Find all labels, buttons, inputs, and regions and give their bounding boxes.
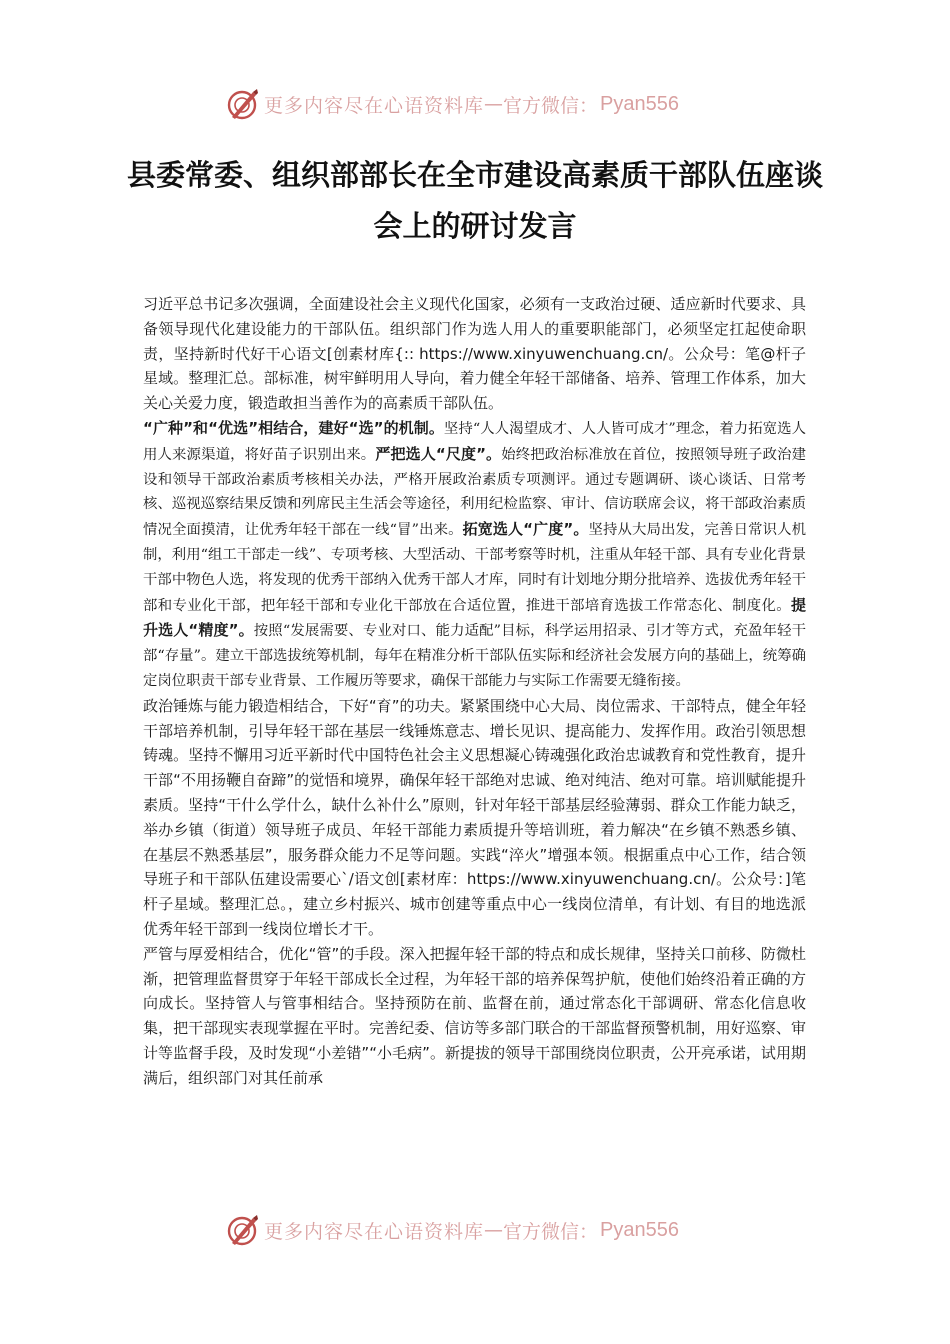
section-1-subheading-1: 严把选人“尺度”。 [375,444,502,463]
document-body [143,292,806,1091]
pen-logo-icon [226,1213,260,1247]
banner-text: 更多内容尽在心语资料库 [264,1220,485,1243]
footer-banner[interactable] [226,1210,679,1250]
pen-logo-icon [226,87,260,121]
intro-paragraph: 习近平总书记多次强调，全面建设社会主义现代化国家，必须有一支政治过硬、适应新时代要求、具备领导现代化建设能力的干部队伍。组织部门作为选人用人的重要职能部门，必须坚定扛起使命职责，坚持新时代好干心语文[创素材库{:: https://www.xinyuwenchuang.cn/。公众号：笔@杆子星域。整理汇总。部标准，树牢鲜明用人导向，着力健全年轻干部储备、培养、管理工作体系，加大关心关爱力度，锻造敢担当善作为的高素质干部队伍。 [143,295,806,413]
header-banner[interactable] [226,84,679,124]
banner-wechat-label: 官方微信： [503,1220,599,1243]
section-1-subheading-2: 拓宽选人“广度”。 [462,520,589,539]
banner-separator: — [484,1219,504,1241]
section-2-paragraph: 政治锤炼与能力锻造相结合，下好“育”的功夫。紧紧围绕中心大局、岗位需求、干部特点，健全年轻干部培养机制，引导年轻干部在基层一线锤炼意志、增长见识、提高能力、发挥作用。政治引领思想铸魂。坚持不懈用习近平新时代中国特色社会主义思想凝心铸魂强化政治忠诚教育和党性教育，提升干部“不用扬鞭自奋蹄”的觉悟和境界，确保年轻干部绝对忠诚、绝对纯洁、绝对可靠。培训赋能提升素质。坚持“干什么学什么，缺什么补什么”原则，针对年轻干部基层经验薄弱、群众工作能力缺乏，举办乡镇（街道）领导班子成员、年轻干部能力素质提升等培训班，着力解决“在乡镇不熟悉乡镇、在基层不熟悉基层”，服务群众能力不足等问题。实践“淬火”增强本领。根据重点中心工作，结合领导班子和干部队伍建设需要心`/语文创[素材库：https://www.xinyuwenchuang.cn/。公众号：]笔杆子星域。整理汇总。，建立乡村振兴、城市创建等重点中心一线岗位清单，有计划、有目的地选派优秀年轻干部到一线岗位增长才干。 [143,696,806,938]
document-title: 县委常委、组织部部长在全市建设高素质干部队伍座谈会上的研讨发言 [126,158,823,243]
section-1-text-3: 坚持从大局出发，完善日常识人机制，利用“组工干部走一线”、专项考核、大型活动、干部考察等时机，注重从年轻干部、具有专业化背景干部中物色人选，将发现的优秀干部纳入优秀干部人才库，同时有计划地分期分批培养、选拔优秀年轻干部和专业化干部，把年轻干部和专业化干部放在合适位置，推进干部培育选拔工作常态化、制度化。 [143,522,806,614]
banner-text: 更多内容尽在心语资料库 [264,94,485,117]
banner-wechat-id: Pyan556 [600,1218,679,1241]
banner-wechat-id: Pyan556 [600,92,679,115]
section-1-heading: “广种”和“优选”相结合，建好“选”的机制。 [143,418,444,437]
banner-wechat-label: 官方微信： [503,94,599,117]
section-1-text-1: 坚持“人人渴望成才、人人皆可成才”理念，着力拓宽选人用人来源渠道，将好苗子识别出来。 [143,420,807,463]
section-1-text-4: 按照“发展需要、专业对口、能力适配”目标，科学运用招录、引才等方式，充盈年轻干部“存量”。建立干部选拔统筹机制，每年在精准分析干部队伍实际和经济社会发展方向的基础上，统筹确定岗位职责干部专业背景、工作履历等要求，确保干部能力与实际工作需要无缝衔接。 [143,623,806,689]
banner-separator: — [484,93,504,115]
section-1-paragraph [143,416,806,694]
section-1-text-2: 始终把政治标准放在首位，按照领导班子政治建设和领导干部政治素质考核相关办法，严格开展政治素质专项测评。通过专题调研、谈心谈话、日常考核、巡视巡察结果反馈和列席民主生活会等途径，利用纪检监察、审计、信访联席会议，将干部政治素质情况全面摸清，让优秀年轻干部在一线“冒”出来。 [143,446,806,539]
section-1-subheading-3: 提升选人“精度”。 [143,595,806,640]
section-3-paragraph: 严管与厚爱相结合，优化“管”的手段。深入把握年轻干部的特点和成长规律，坚持关口前移、防微杜渐，把管理监督贯穿于年轻干部成长全过程，为年轻干部的培养保驾护航，使他们始终沿着正确的方向成长。坚持管人与管事相结合。坚持预防在前、监督在前，通过常态化干部调研、常态化信息收集，把干部现实表现掌握在平时。完善纪委、信访等多部门联合的干部监督预警机制，用好巡察、审计等监督手段，及时发现“小差错”“小毛病”。新提拔的领导干部围绕岗位职责，公开亮承诺，试用期满后，组织部门对其任前承 [143,944,806,1087]
